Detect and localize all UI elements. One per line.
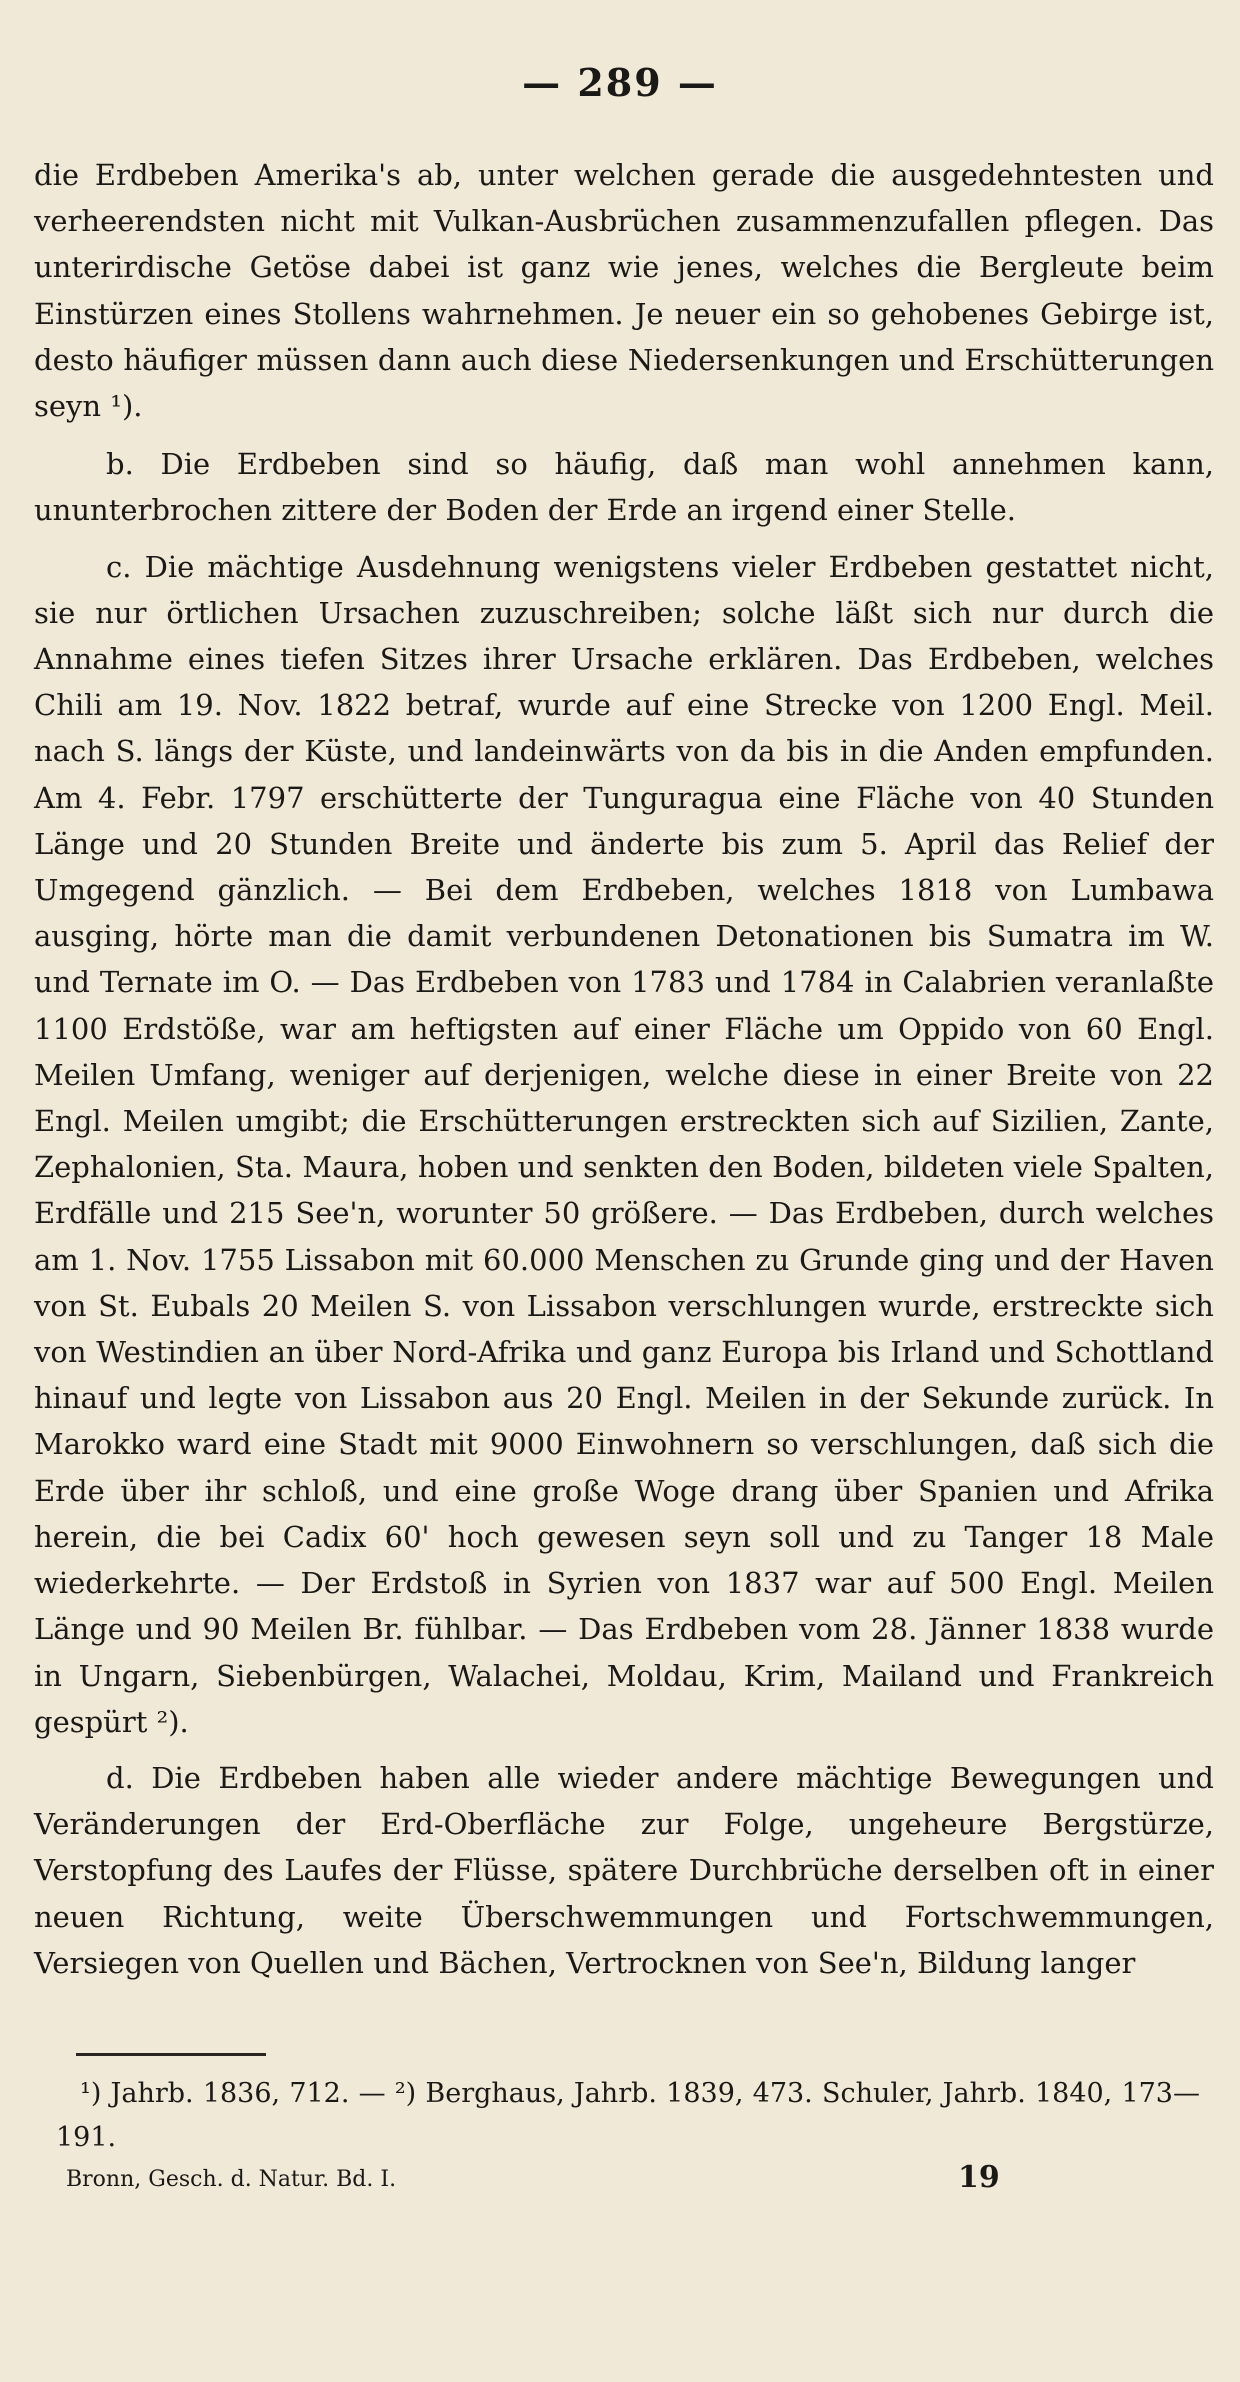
main-text (34, 152, 1214, 1996)
paragraph-d: d. Die Erdbeben haben alle wieder andere mächtige Bewegungen und Veränderungen der Erd-Oberfläche zur Folge, ungeheure Bergstürze, Verstopfung des Laufes der Flüsse, spätere Durchbrüche derselben oft in einer neuen Richtung, weite Überschwemmungen und Fortschwemmungen, Versiegen von Quellen und Bächen, Vertrocknen von See'n, Bildung langer (34, 1760, 1214, 1980)
footnote-separator (76, 2053, 266, 2056)
paragraph-continuation: die Erdbeben Amerika's ab, unter welchen gerade die ausgedehntesten und verheerendsten nicht mit Vulkan-Ausbrüchen zusammenzufallen pflegen. Das unterirdische Getöse dabei ist ganz wie jenes, welches die Bergleute beim Einstürzen eines Stollens wahrnehmen. Je neuer ein so gehobenes Gebirge ist, desto häufiger müssen dann auch diese Niedersenkungen und Erschütterungen seyn ¹). (34, 158, 1214, 424)
paragraph-b: b. Die Erdbeben sind so häufig, daß man wohl annehmen kann, ununterbrochen zittere der Boden der Erde an irgend einer Stelle. (34, 447, 1214, 528)
bottom-signature: Bronn, Gesch. d. Natur. Bd. I. (66, 2167, 397, 2192)
paragraph-c: c. Die mächtige Ausdehnung wenigstens vieler Erdbeben gestattet nicht, sie nur örtlichen Ursachen zuzuschreiben; solche läßt sich nur durch die Annahme eines tiefen Sitzes ihrer Ursache erklären. Das Erdbeben, welches Chili am 19. Nov. 1822 betraf, wurde auf eine Strecke von 1200 Engl. Meil. nach S. längs der Küste, und landeinwärts von da bis in die Anden empfunden. Am 4. Febr. 1797 erschütterte der Tunguragua eine Fläche von 40 Stunden Länge und 20 Stunden Breite und änderte bis zum 5. April das Relief der Umgegend gänzlich. — Bei dem Erdbeben, welches 1818 von Lumbawa ausging, hörte man die damit verbundenen Detonationen bis Sumatra im W. und Ternate im O. — Das Erdbeben von 1783 und 1784 in Calabrien veranlaßte 1100 Erdstöße, war am heftigsten auf einer Fläche um Oppido von 60 Engl. Meilen Umfang, weniger auf derjenigen, welche diese in einer Breite von 22 Engl. Meilen umgibt; die Erschütterungen erstreckten sich auf Sizilien, Zante, Zephalonien, Sta. Maura, hoben und senkten den Boden, bildeten viele Spalten, Erdfälle und 215 See'n, worunter 50 größere. — Das Erdbeben, durch welches am 1. Nov. 1755 Lissabon mit 60.000 Menschen zu Grunde ging und der Haven von St. Eubals 20 Meilen S. von Lissabon verschlungen wurde, erstreckte sich von Westindien an über Nord-Afrika und ganz Europa bis Irland und Schottland hinauf und legte von Lissabon aus 20 Engl. Meilen in der Sekunde zurück. In Marokko ward eine Stadt mit 9000 Einwohnern so verschlungen, daß sich die Erde über ihr schloß, und eine große Woge drang über Spanien und Afrika herein, die bei Cadix 60' hoch gewesen seyn soll und zu Tanger 18 Male wiederkehrte. — Der Erdstoß in Syrien von 1837 war auf 500 Engl. Meilen Länge und 90 Meilen Br. fühlbar. — Das Erdbeben vom 28. Jänner 1838 wurde in Ungarn, Siebenbürgen, Walachei, Moldau, Krim, Mailand und Frankreich gespürt ²). (34, 549, 1214, 1739)
page-number: — 289 — (522, 60, 718, 105)
sheet-number: 19 (958, 2160, 1000, 2195)
footnotes: ¹) Jahrb. 1836, 712. — ²) Berghaus, Jahrb. 1839, 473. Schuler, Jahrb. 1840, 173—191. (56, 2078, 1200, 2153)
